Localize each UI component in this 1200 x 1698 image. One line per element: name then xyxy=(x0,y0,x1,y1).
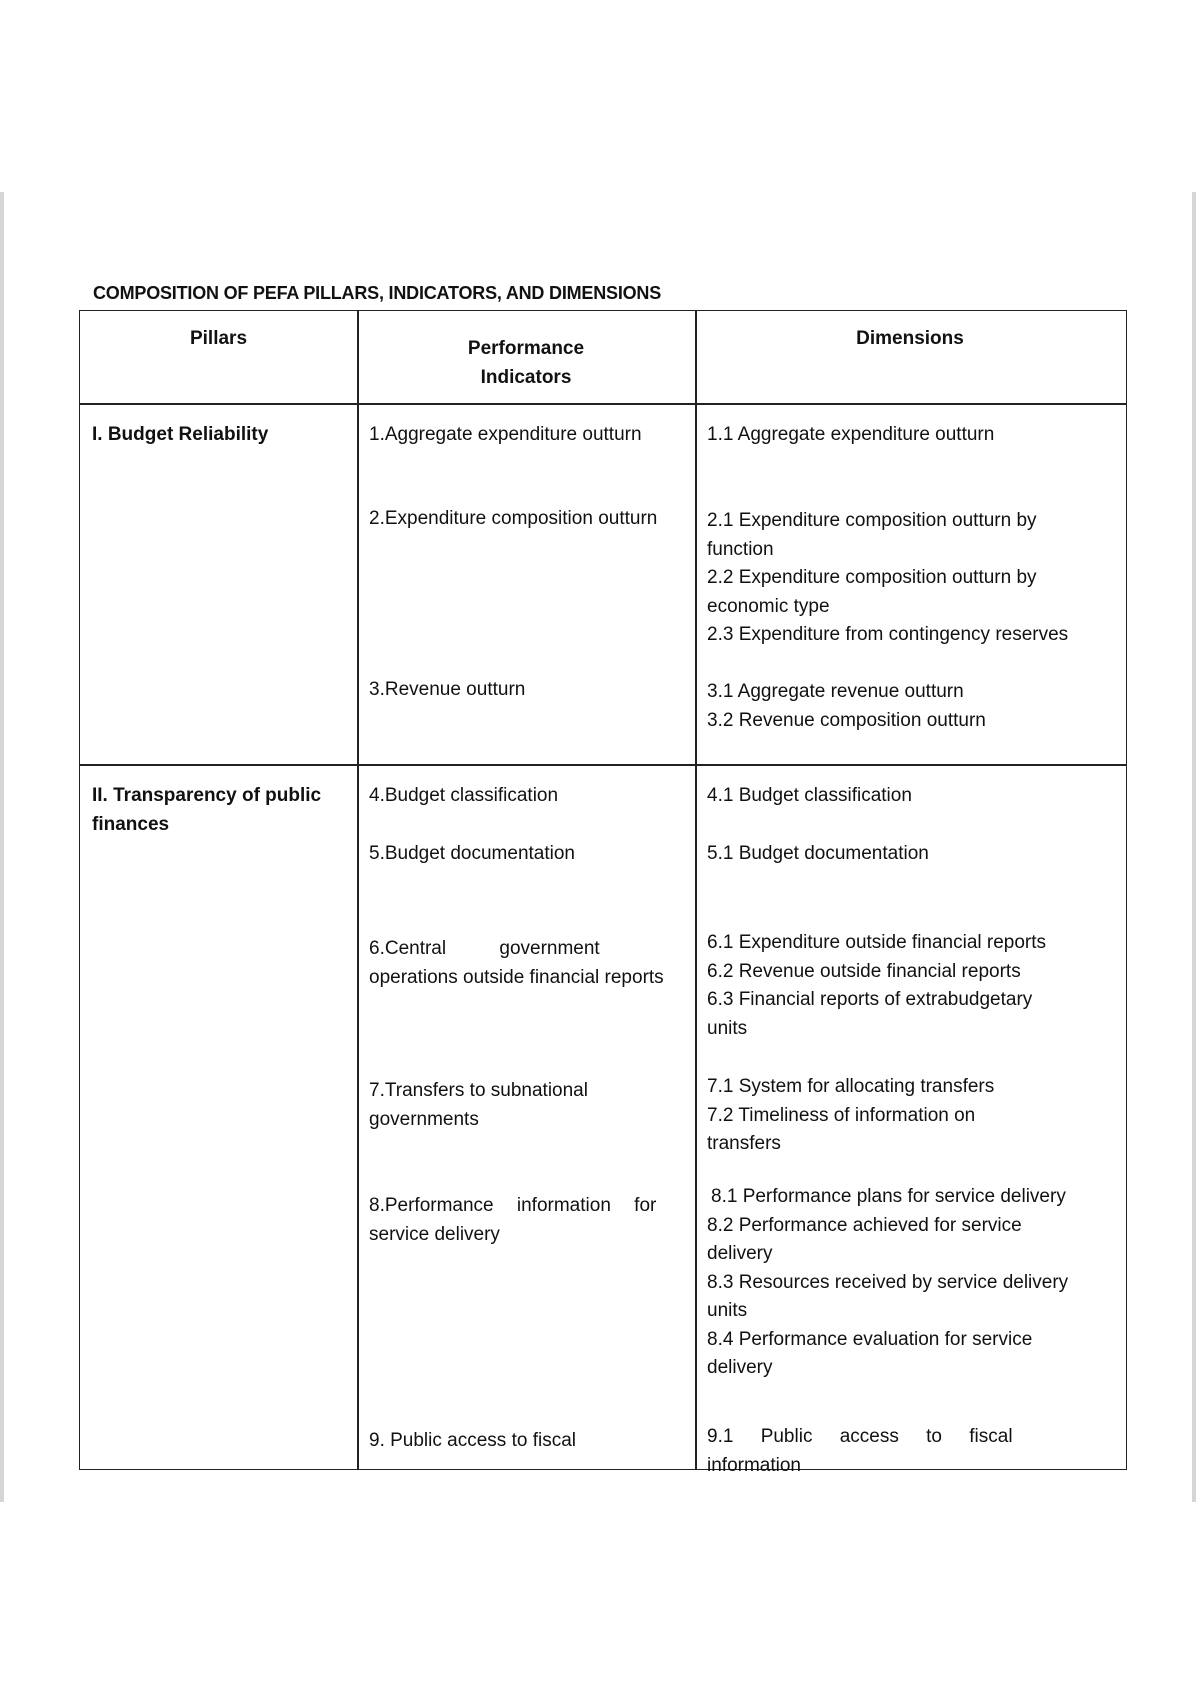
indicator-9: 9. Public access to fiscal xyxy=(369,1430,576,1451)
pillar-transparency xyxy=(92,782,347,839)
header-indicators xyxy=(357,335,695,392)
indicator-7-line1: 7.Transfers to subnational xyxy=(369,1080,588,1101)
dimensions-6 xyxy=(707,929,1117,1043)
header-indicators-line1: Performance xyxy=(467,338,585,359)
dimension-item: 2.2 Expenditure composition outturn by xyxy=(707,567,1037,588)
indicator-7-line2: governments xyxy=(369,1108,479,1130)
indicator-1: 1.Aggregate expenditure outturn xyxy=(369,424,642,445)
row-divider xyxy=(80,403,1126,405)
indicator-7 xyxy=(369,1077,687,1134)
dimension-item: 3.1 Aggregate revenue outturn xyxy=(707,681,964,702)
dimension-item: 8.2 Performance achieved for service xyxy=(707,1214,1022,1236)
dimension-item: 9.1 Public access to fiscal xyxy=(707,1426,1013,1447)
indicator-8-line1: 8.Performance information for xyxy=(369,1195,657,1216)
dimension-item: 1.1 Aggregate expenditure outturn xyxy=(707,424,995,445)
document-right-edge xyxy=(1192,192,1196,1502)
dimension-item: units xyxy=(707,1300,748,1321)
dimension-item: 5.1 Budget documentation xyxy=(707,843,929,864)
indicator-8-line2: service delivery xyxy=(369,1223,500,1245)
dimension-item: units xyxy=(707,1017,748,1039)
header-pillars: Pillars xyxy=(189,328,248,349)
dimension-item: 2.3 Expenditure from contingency reserves xyxy=(707,624,1069,645)
indicator-6-line2: operations outside financial reports xyxy=(369,966,664,988)
dimension-item: transfers xyxy=(707,1133,781,1154)
dimensions-3 xyxy=(707,678,1117,735)
pillar-label-line1: II. Transparency of public xyxy=(92,785,322,806)
pillar-label-line2: finances xyxy=(92,813,170,835)
dimension-item: 8.1 Performance plans for service delivery xyxy=(711,1186,1066,1207)
indicator-6-line1: 6.Central government xyxy=(369,938,600,959)
dimension-item: 6.3 Financial reports of extrabudgetary xyxy=(707,989,1033,1010)
indicator-6 xyxy=(369,935,687,992)
pefa-table xyxy=(79,310,1127,1476)
dimension-item: function xyxy=(707,538,774,560)
dimension-item: 2.1 Expenditure composition outturn by xyxy=(707,510,1037,531)
document-left-edge xyxy=(0,192,4,1502)
dimension-item: 6.2 Revenue outside financial reports xyxy=(707,960,1021,982)
dimensions-7 xyxy=(707,1073,1117,1159)
header-indicators-line2: Indicators xyxy=(480,366,572,388)
dimensions-9 xyxy=(707,1423,1117,1480)
indicator-3: 3.Revenue outturn xyxy=(369,679,526,700)
dimension-item: delivery xyxy=(707,1357,773,1378)
dimensions-8 xyxy=(707,1183,1117,1383)
column-divider xyxy=(695,311,697,1469)
indicator-4: 4.Budget classification xyxy=(369,785,559,806)
indicator-2: 2.Expenditure composition outturn xyxy=(369,508,658,529)
column-divider xyxy=(357,311,359,1469)
indicator-5: 5.Budget documentation xyxy=(369,843,575,864)
dimension-item: 3.2 Revenue composition outturn xyxy=(707,709,986,731)
dimension-item: 4.1 Budget classification xyxy=(707,785,912,806)
table-caption: COMPOSITION OF PEFA PILLARS, INDICATORS, AND DIMENSIONS xyxy=(93,283,662,303)
dimensions-2 xyxy=(707,507,1117,650)
dimension-item: 6.1 Expenditure outside financial reports xyxy=(707,932,1047,953)
dimensions-4 xyxy=(707,782,1117,811)
dimension-item: economic type xyxy=(707,595,830,617)
row-divider xyxy=(80,764,1126,766)
pillar-label: I. Budget Reliability xyxy=(92,424,269,445)
dimension-item: 8.4 Performance evaluation for service xyxy=(707,1328,1033,1350)
dimension-item: 8.3 Resources received by service delivery xyxy=(707,1271,1069,1293)
dimension-item: 7.1 System for allocating transfers xyxy=(707,1076,995,1097)
dimension-item: 7.2 Timeliness of information on xyxy=(707,1104,976,1126)
header-dimensions: Dimensions xyxy=(856,328,964,349)
dimension-item: delivery xyxy=(707,1243,773,1264)
pillar-budget-reliability xyxy=(92,421,347,450)
dimensions-1 xyxy=(707,421,1117,450)
indicator-8 xyxy=(369,1192,687,1249)
dimensions-5 xyxy=(707,840,1117,869)
dimension-item: information xyxy=(707,1454,801,1476)
